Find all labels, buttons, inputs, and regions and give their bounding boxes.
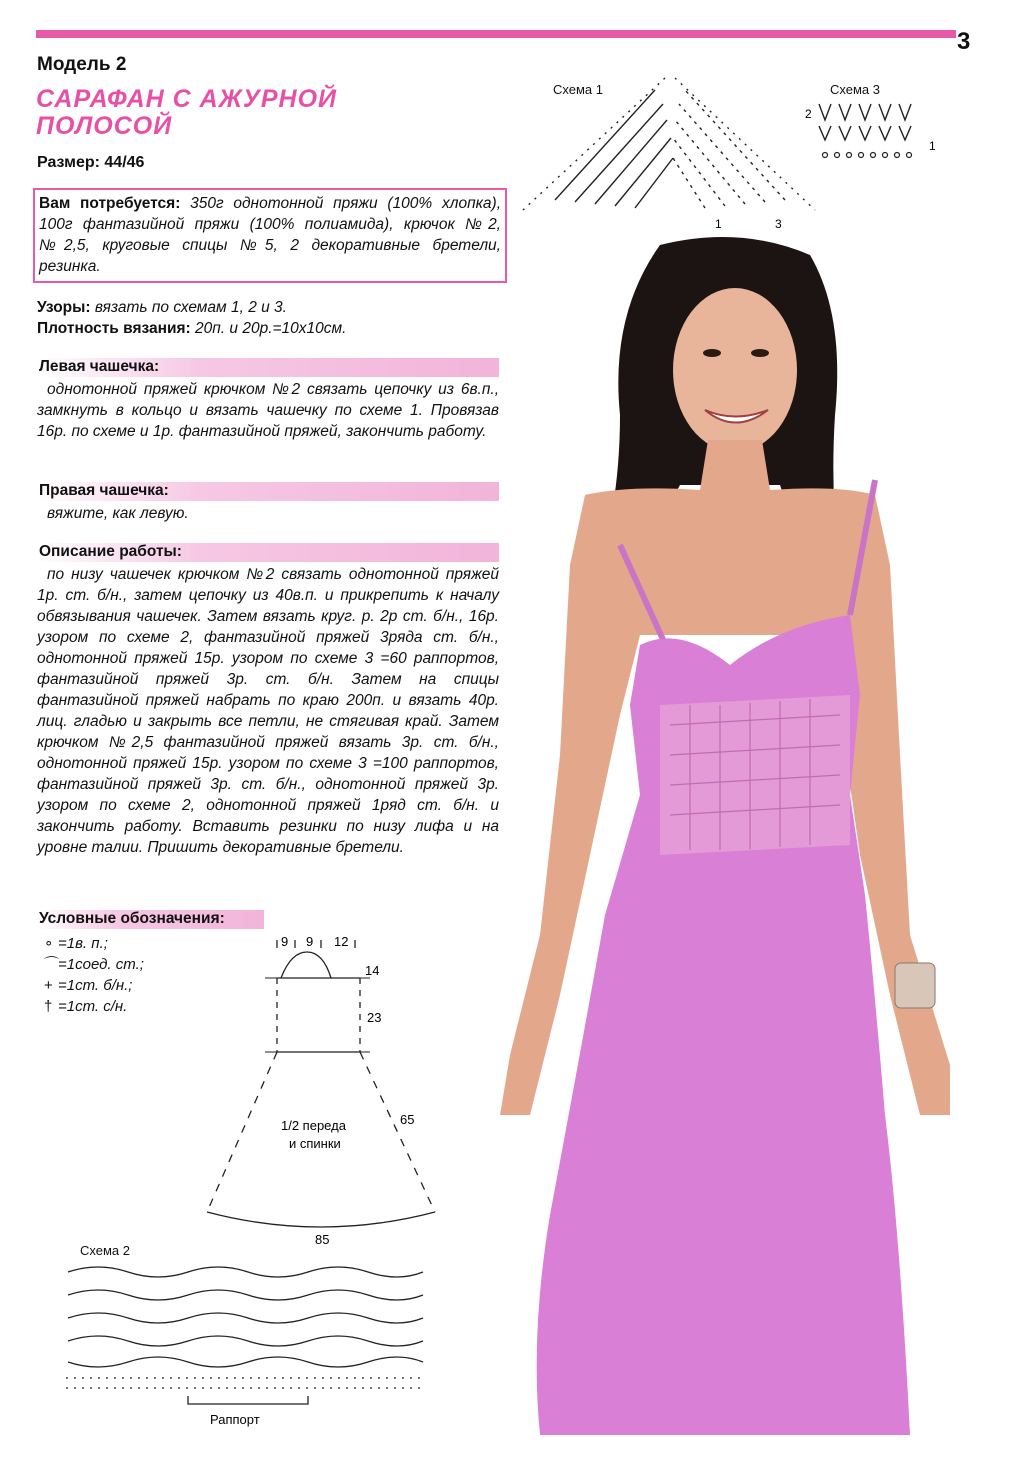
double-crochet-icon: † [44, 998, 53, 1015]
density-label: Плотность вязания: [37, 320, 191, 337]
dim-14: 14 [365, 963, 380, 978]
symbols-heading: Условные обозначения: [37, 910, 264, 929]
page-title: САРАФАН С АЖУРНОЙ ПОЛОСОЙ [36, 85, 338, 140]
dim-23: 23 [367, 1010, 382, 1025]
schema1-diagram [515, 70, 825, 235]
schema3-label: Схема 3 [830, 82, 880, 97]
page-number: 3 [957, 28, 971, 55]
center-label-1: 1/2 переда [281, 1118, 346, 1133]
density-line [37, 318, 501, 339]
schema1-mark-1: 1 [715, 217, 722, 231]
schema1-label: Схема 1 [553, 82, 603, 97]
top-accent-bar [36, 30, 956, 38]
dim-85: 85 [315, 1232, 330, 1247]
dim-top-2: 9 [306, 934, 314, 949]
face [673, 288, 797, 452]
schema3-mark-1: 1 [929, 139, 936, 153]
right-cup-heading: Правая чашечка: [37, 482, 499, 501]
materials-label: Вам потребуется: [39, 195, 181, 212]
density-text: 20п. и 20р.=10х10см. [190, 320, 347, 337]
model-label: Модель 2 [37, 54, 127, 75]
schema2-label: Схема 2 [80, 1243, 130, 1258]
lace-band [660, 695, 850, 855]
legend-item: † =1ст. с/н. [44, 998, 128, 1015]
dim-top-1: 9 [281, 934, 289, 949]
right-cup-text: вяжите, как левую. [47, 505, 189, 522]
description-heading: Описание работы: [37, 543, 499, 562]
slip-stitch-icon: ⌒ [44, 956, 60, 973]
garment-pattern-diagram [195, 930, 465, 1250]
legend-item: + =1ст. б/н.; [44, 977, 133, 994]
dim-65: 65 [400, 1112, 415, 1127]
patterns-text: вязать по схемам 1, 2 и 3. [90, 299, 287, 316]
left-cup-heading: Левая чашечка: [37, 358, 499, 377]
schema2-diagram [58, 1262, 438, 1427]
legend-item: ∘ =1в. п.; [44, 935, 108, 952]
dim-top-3: 12 [334, 934, 349, 949]
materials-text: 350г однотонной пряжи (100% хлопка), 100г фантазийной пряжи (100% полиамида), крючок №2, №2,5, круговые спицы №5, 2 декоративные бретели, резинка. [39, 195, 502, 275]
description-text: по низу чашечек крючком №2 связать однотонной пряжей 1р. ст. б/н., затем цепочку из 40в.п. и прикрепить к началу обвязывания чашечек. Затем вязать круг. р. 2р ст. б/н., 16р. узором по схеме 2, фантазийной пряжей 3ряда ст. б/н., однотонной пряжей 15р. узором по схеме 3 =60 раппортов, фантазийной пряжей 3р. ст. б/н. Затем на спицы фантазийной пряжей набрать по краю 200п. и вязать 40р. лиц. гладью и закрыть все петли, не стягивая край. Затем крючком №2,5 фантазийной пряжей вязать 3р. ст. б/н., однотонной пряжей 15р. узором по схеме 3 =100 раппортов, фантазийной пряжей 3р. ст. б/н., однотонной пряжей 3р. узором по схеме 2, однотонной пряжей 1ряд ст. б/н. и закончить работу. Вставить резинки по низу лифа и на уровне талии. Пришить декоративные бретели. [37, 566, 499, 856]
repeat-label: Раппорт [210, 1412, 260, 1427]
patterns-label: Узоры: [37, 299, 91, 316]
left-cup-text: однотонной пряжей крючком №2 связать цепочку из 6в.п., замкнуть в кольцо и вязать чашечку по схеме 1. Провязав 16р. по схеме и 1р. фантазийной пряжей, закончить работу. [37, 381, 499, 440]
symbols-legend [44, 933, 144, 1017]
schema3-mark-2: 2 [805, 107, 812, 121]
chain-stitch-icon: ∘ [44, 935, 54, 952]
center-label-2: и спинки [289, 1136, 341, 1151]
single-crochet-icon: + [44, 977, 53, 994]
schema3-diagram [805, 98, 940, 163]
patterns-line [37, 297, 501, 318]
legend-item: ⌒=1соед. ст.; [44, 956, 144, 973]
schema1-mark-3: 3 [775, 217, 782, 231]
size-label: Размер: 44/46 [37, 154, 145, 171]
model-photo [480, 235, 980, 1455]
schema1-stitches [523, 78, 815, 210]
materials-box [33, 188, 507, 283]
